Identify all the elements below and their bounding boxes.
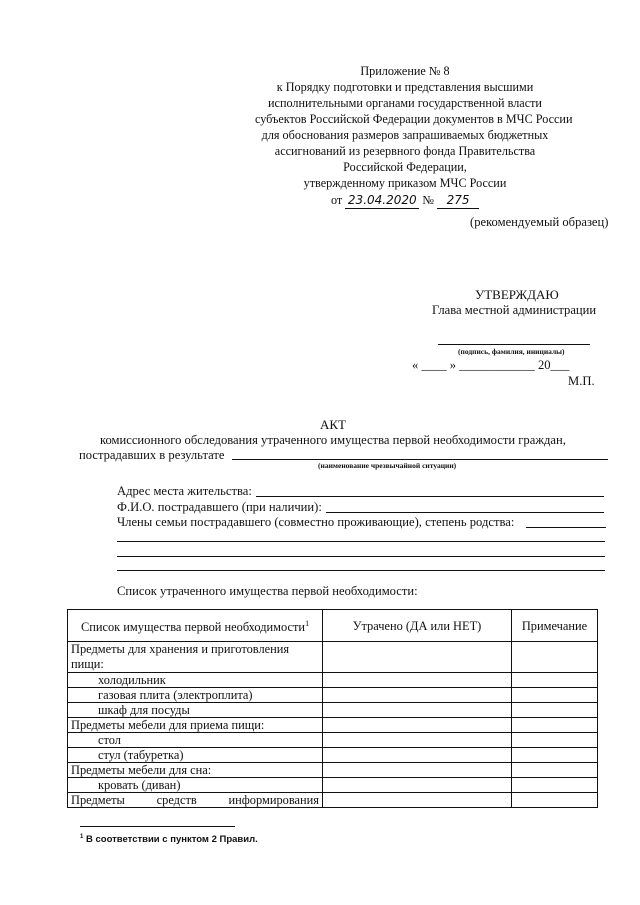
lost-cell[interactable] (323, 718, 512, 733)
item-cell: газовая плита (электроплита) (68, 688, 323, 703)
appendix-header (255, 63, 573, 209)
lost-cell[interactable] (323, 688, 512, 703)
header-line: ассигнований из резервного фонда Правительства (274, 144, 536, 158)
approve-date-line: « ____ » ____________ 20___ (412, 358, 570, 372)
table-row (68, 703, 598, 718)
table-row (68, 793, 598, 808)
note-cell[interactable] (512, 748, 598, 763)
act-title: АКТ (320, 417, 346, 432)
family-extra-line[interactable] (117, 556, 605, 557)
family-label: Члены семьи пострадавшего (совместно проживающие), степень родства: (117, 515, 515, 529)
item-cell: Предметы средств информирования (68, 793, 323, 808)
lost-cell[interactable] (323, 793, 512, 808)
header-line: к Порядку подготовки и представления высшими (276, 80, 534, 94)
item-cell: холодильник (68, 673, 323, 688)
signature-caption: (подпись, фамилия, инициалы) (458, 347, 565, 356)
header-text: Список имущества первой необходимости (80, 620, 306, 635)
note-cell[interactable] (512, 763, 598, 778)
note-cell[interactable] (512, 642, 598, 673)
address-label: Адрес места жительства: (117, 484, 252, 498)
table-row (68, 733, 598, 748)
lost-cell[interactable] (323, 733, 512, 748)
footnote-ref: 1 (305, 618, 310, 628)
column-header-lost: Утрачено (ДА или НЕТ) (323, 610, 512, 642)
note-cell[interactable] (512, 688, 598, 703)
lost-cell[interactable] (323, 642, 512, 673)
family-extra-line[interactable] (117, 570, 605, 571)
table-row (68, 718, 598, 733)
footnote-mark: 1 (80, 834, 84, 840)
item-cell: кровать (диван) (68, 778, 323, 793)
item-cell: Предметы мебели для приема пищи: (68, 718, 323, 733)
lost-cell[interactable] (323, 778, 512, 793)
table-header-row (68, 610, 598, 642)
approve-subtitle: Глава местной администрации (432, 303, 597, 317)
family-field[interactable] (526, 527, 606, 528)
table-row (68, 673, 598, 688)
table-row (68, 642, 598, 673)
header-line: исполнительными органами государственной власти (268, 96, 542, 110)
act-line-1: комиссионного обследования утраченного имущества первой необходимости граждан, (100, 433, 566, 447)
item-cell: шкаф для посуды (68, 703, 323, 718)
footnote (80, 834, 258, 845)
item-cell: стул (табуретка) (68, 748, 323, 763)
lost-cell[interactable] (323, 763, 512, 778)
header-line: Приложение № 8 (360, 64, 450, 78)
header-line: субъектов Российской Федерации документов в МЧС России (255, 112, 573, 126)
family-extra-line[interactable] (117, 541, 605, 542)
property-table (67, 609, 598, 808)
note-cell[interactable] (512, 793, 598, 808)
from-label: от (330, 193, 343, 207)
order-date-line (255, 192, 555, 209)
table-row (68, 748, 598, 763)
item-cell: стол (68, 733, 323, 748)
lost-cell[interactable] (323, 703, 512, 718)
address-field[interactable] (256, 496, 604, 497)
fio-field[interactable] (326, 512, 604, 513)
signature-line (438, 344, 590, 345)
header-line: Российской Федерации, (343, 160, 467, 174)
lost-cell[interactable] (323, 748, 512, 763)
recommended-sample-label: (рекомендуемый образец) (470, 215, 609, 229)
footnote-separator (80, 826, 235, 827)
table-row (68, 763, 598, 778)
stamp-label: М.П. (568, 374, 595, 388)
table-row (68, 778, 598, 793)
note-cell[interactable] (512, 673, 598, 688)
header-line: утвержденному приказом МЧС России (303, 176, 507, 190)
emergency-caption: (наименование чрезвычайной ситуации) (318, 461, 457, 470)
emergency-name-line (232, 459, 608, 460)
order-date: 23.04.2020 (345, 192, 419, 209)
note-cell[interactable] (512, 718, 598, 733)
act-line-2-label: пострадавших в результате (79, 448, 225, 462)
table-row (68, 688, 598, 703)
header-line: для обоснования размеров запрашиваемых бюджетных (261, 128, 549, 142)
fio-label: Ф.И.О. пострадавшего (при наличии): (117, 500, 322, 514)
note-cell[interactable] (512, 733, 598, 748)
footnote-text: В соответствии с пунктом 2 Правил. (85, 834, 258, 846)
item-cell: Предметы мебели для сна: (68, 763, 323, 778)
column-header-items (68, 610, 323, 642)
column-header-note: Примечание (512, 610, 598, 642)
order-number: 275 (437, 192, 479, 209)
note-cell[interactable] (512, 703, 598, 718)
approve-title: УТВЕРЖДАЮ (475, 287, 559, 302)
list-title: Список утраченного имущества первой необходимости: (117, 584, 418, 598)
lost-cell[interactable] (323, 673, 512, 688)
item-cell: Предметы для хранения и приготовления пищи: (68, 642, 323, 673)
note-cell[interactable] (512, 778, 598, 793)
number-label: № (422, 193, 434, 207)
